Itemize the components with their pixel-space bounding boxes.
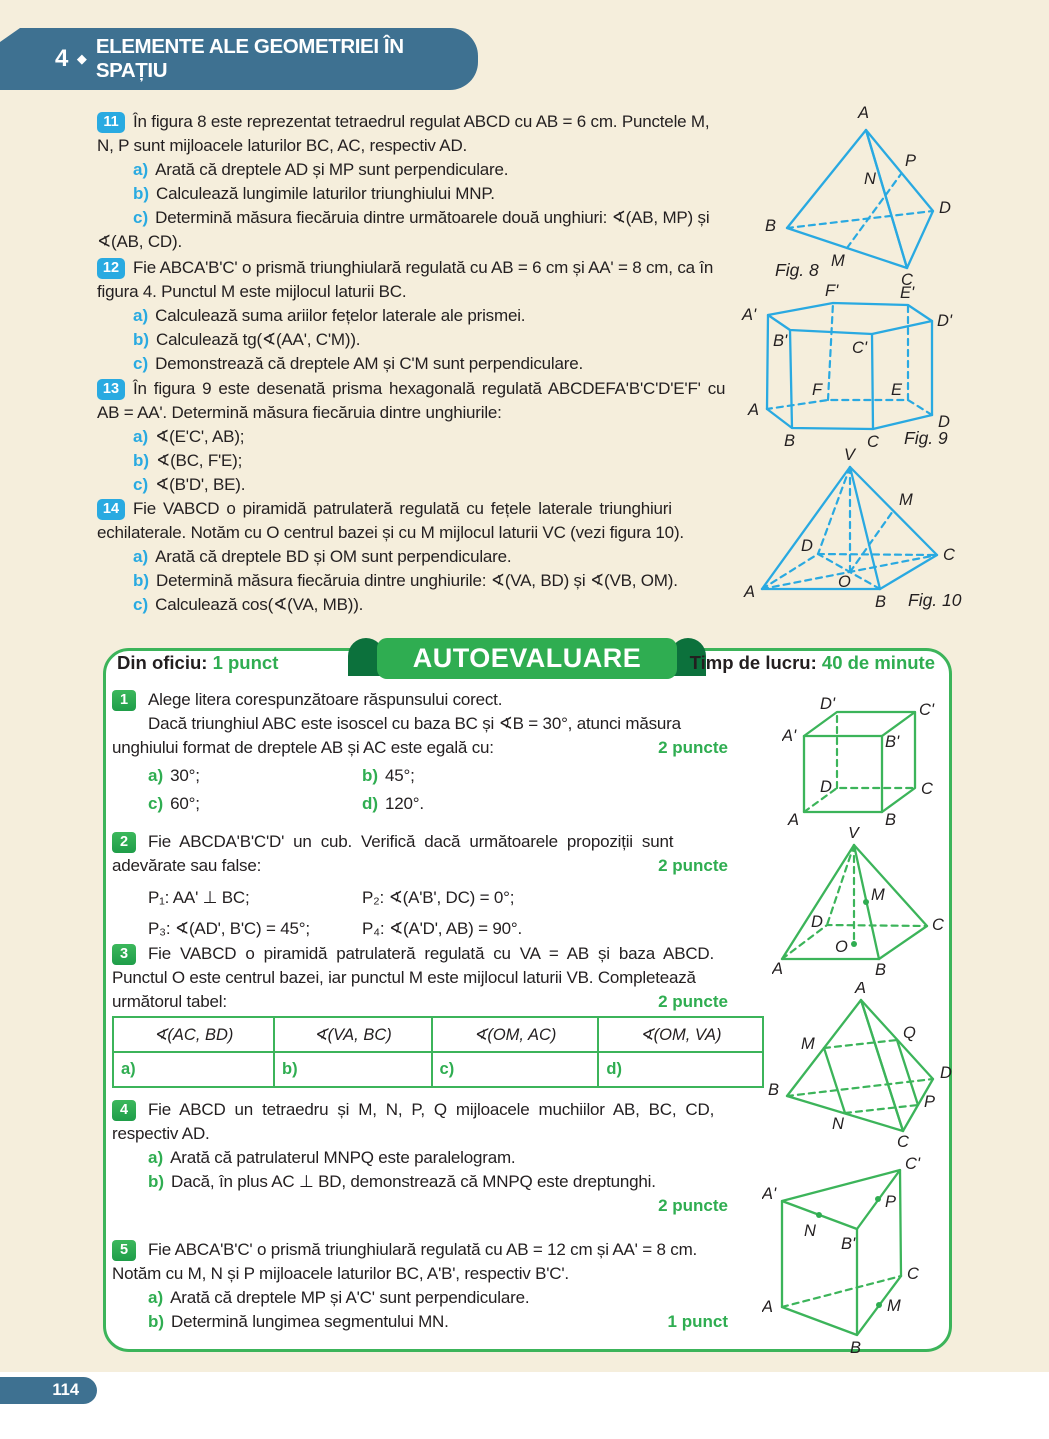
exercise-line: figura 4. Punctul M este mijlocul laturii BC. <box>97 282 407 301</box>
points-badge: 1 punct <box>667 1312 728 1331</box>
prop-text: ∢(A'D', AB) = 90°. <box>388 919 523 938</box>
sub-item-text: ∢(E'C', AB); <box>155 427 245 446</box>
exercise-number-badge: 13 <box>97 379 125 400</box>
exercise-line: Alege litera corespunzătoare răspunsului corect. <box>148 690 503 709</box>
exercise-number-badge: 14 <box>97 499 125 520</box>
vertex-label-C1: C' <box>919 701 935 719</box>
exercise-12 <box>97 256 747 380</box>
vertex-label-B: B <box>875 593 887 611</box>
vertex-label-A1: A' <box>762 1185 777 1203</box>
prop-text: ∢(A'B', DC) = 0°; <box>388 888 515 907</box>
autoevaluare-ribbon: AUTOEVALUARE <box>377 638 677 679</box>
exercise-13 <box>97 377 747 501</box>
sub-item-label: a) <box>148 1288 164 1307</box>
sub-item-label: c) <box>133 595 149 614</box>
vertex-label-P: P <box>924 1093 936 1111</box>
vertex-label-M: M <box>831 252 845 270</box>
option-text: 60°; <box>170 794 200 813</box>
table-header-row <box>113 1017 763 1052</box>
prop-label: P₄: <box>362 919 385 938</box>
page-number: 114 <box>0 1377 97 1404</box>
sub-item-label: b) <box>133 184 150 203</box>
vertex-label-A: A <box>762 1298 774 1316</box>
timp-label: Timp de lucru: <box>689 652 817 673</box>
vertex-label-F: F <box>812 381 823 399</box>
exercise-line: Fie VABCD o piramidă patrulateră regulată cu fețele laterale triunghiuri <box>133 499 672 518</box>
exercise-line: ∢(AB, CD). <box>97 232 182 251</box>
vertex-label-E: E <box>891 381 903 399</box>
exercise-line: adevărate sau false: <box>112 856 262 875</box>
exercise-line: Notăm cu M, N și P mijloacele laturilor BC, A'B', respectiv B'C'. <box>112 1264 569 1283</box>
ae-exercise-4 <box>112 1098 728 1216</box>
vertex-label-D: D <box>939 199 951 217</box>
table-header-cell: ∢(AC, BD) <box>113 1017 274 1052</box>
exercise-line: Dacă triunghiul ABC este isoscel cu baza BC și ∢B = 30°, atunci măsura <box>148 714 681 733</box>
sub-item-label: b) <box>133 451 150 470</box>
exercise-line: echilaterale. Notăm cu O centrul bazei și cu M mijlocul laturii VC (vezi figura 10). <box>97 523 684 542</box>
vertex-label-C1: C' <box>905 1155 921 1173</box>
sub-item-label: b) <box>148 1172 165 1191</box>
figure-caption: Fig. 9 <box>904 428 948 448</box>
ae-exercise-2 <box>112 830 728 946</box>
option-label: b) <box>362 766 379 785</box>
figure-triangular-prism <box>762 1152 962 1362</box>
sub-item-text: Arată că dreptele AD și MP sunt perpendiculare. <box>155 160 509 179</box>
vertex-label-B: B <box>885 811 897 829</box>
vertex-label-C: C <box>867 433 879 450</box>
sub-item-label: c) <box>133 208 149 227</box>
vertex-label-N: N <box>832 1115 844 1133</box>
figure-10-pyramid <box>740 447 1049 620</box>
exercise-line: respectiv AD. <box>112 1124 210 1143</box>
exercise-11 <box>97 110 747 258</box>
vertex-label-B: B <box>850 1339 862 1357</box>
exercise-number-badge: 11 <box>97 112 125 133</box>
din-oficiu-label: Din oficiu: <box>117 652 208 673</box>
prop-label: P₂: <box>362 888 385 907</box>
sub-item-text: Calculează cos(∢(VA, MB)). <box>155 595 364 614</box>
prop-label: P₃: <box>148 919 171 938</box>
sub-item-label: a) <box>133 160 149 179</box>
vertex-label-B: B <box>768 1081 780 1099</box>
vertex-label-M: M <box>801 1035 815 1053</box>
vertex-label-B: B <box>765 217 777 235</box>
vertex-label-D: D <box>820 778 832 796</box>
option-text: 45°; <box>385 766 415 785</box>
vertex-label-C: C <box>901 271 913 289</box>
header-corner-notch <box>0 28 20 42</box>
vertex-label-O: O <box>838 573 851 591</box>
exercise-line: În figura 8 este reprezentat tetraedrul regulat ABCD cu AB = 6 cm. Punctele M, <box>133 112 710 131</box>
vertex-label-A: A <box>772 960 784 978</box>
table-answer-cell: d) <box>598 1052 763 1087</box>
sub-item-label: a) <box>133 306 149 325</box>
vertex-label-D: D <box>811 913 823 931</box>
exercise-line: Fie VABCD o piramidă patrulateră regulată cu VA = AB și baza ABCD. <box>148 944 715 963</box>
exercise-line: următorul tabel: <box>112 992 227 1011</box>
option-text: 30°; <box>170 766 200 785</box>
vertex-label-B1: B' <box>773 332 788 350</box>
points-badge: 2 puncte <box>658 738 728 757</box>
angles-table <box>112 1016 764 1088</box>
vertex-label-P: P <box>885 1193 897 1211</box>
vertex-label-E1: E' <box>900 284 915 302</box>
chapter-number: 4 <box>55 45 68 72</box>
option-label: d) <box>362 794 379 813</box>
sub-item-text: Calculează suma ariilor fețelor laterale ale prismei. <box>155 306 526 325</box>
exercise-line: Punctul O este centrul bazei, iar punctul M este mijlocul laturii VB. Completează <box>112 968 696 987</box>
sub-item-text: Determină măsura fiecăruia dintre următoarele două unghiuri: ∢(AB, MP) și <box>155 208 710 227</box>
figure-pyramid <box>772 827 972 979</box>
vertex-label-C: C <box>932 916 944 934</box>
vertex-label-B1: B' <box>841 1235 856 1253</box>
figure-9-hexagonal-prism <box>740 282 1049 450</box>
exercise-line: Fie ABCD un tetraedru și M, N, P, Q mijloacele muchiilor AB, BC, CD, <box>148 1100 715 1119</box>
table-answer-cell: b) <box>274 1052 432 1087</box>
vertex-label-B1: B' <box>885 733 900 751</box>
timp-de-lucru <box>690 652 935 674</box>
ae-exercise-1 <box>112 688 728 820</box>
points-badge: 2 puncte <box>658 1196 728 1215</box>
vertex-label-Q: Q <box>903 1024 916 1042</box>
option-text: 120°. <box>385 794 424 813</box>
sub-item-text: Arată că patrulaterul MNPQ este paralelogram. <box>170 1148 516 1167</box>
table-answer-cell: a) <box>113 1052 274 1087</box>
vertex-label-A: A <box>855 982 867 997</box>
sub-item-label: b) <box>133 571 150 590</box>
exercise-number-badge: 4 <box>112 1100 136 1121</box>
sub-item-text: Arată că dreptele MP și A'C' sunt perpendiculare. <box>170 1288 530 1307</box>
vertex-label-M: M <box>887 1297 901 1315</box>
sub-item-text: Determină măsura fiecăruia dintre unghiurile: ∢(VA, BD) și ∢(VB, OM). <box>156 571 678 590</box>
vertex-label-A: A <box>858 104 870 122</box>
vertex-label-D: D <box>801 537 813 555</box>
vertex-label-A1: A' <box>782 727 797 745</box>
vertex-label-C: C <box>907 1265 919 1283</box>
table-header-cell: ∢(OM, VA) <box>598 1017 763 1052</box>
vertex-label-C: C <box>897 1133 909 1150</box>
exercise-line: Fie ABCDA'B'C'D' un cub. Verifică dacă următoarele propoziții sunt <box>148 832 674 851</box>
sub-item-label: b) <box>148 1312 165 1331</box>
vertex-label-M: M <box>871 886 885 904</box>
vertex-label-C1: C' <box>852 339 868 357</box>
figure-cube <box>782 684 982 829</box>
sub-item-text: Calculează lungimile laturilor triunghiului MNP. <box>156 184 495 203</box>
exercise-line: AB = AA'. Determină măsura fiecăruia dintre unghiurile: <box>97 403 502 422</box>
vertex-label-A1: A' <box>742 306 757 324</box>
sub-item-label: c) <box>133 475 149 494</box>
table-answer-row <box>113 1052 763 1087</box>
sub-item-text: ∢(BC, F'E); <box>156 451 243 470</box>
exercise-number-badge: 3 <box>112 944 136 965</box>
exercise-number-badge: 1 <box>112 690 136 711</box>
diamond-icon: ◆ <box>76 51 87 66</box>
sub-item-label: a) <box>133 547 149 566</box>
vertex-label-A: A <box>748 401 760 419</box>
option-label: c) <box>148 794 164 813</box>
sub-item-label: b) <box>133 330 150 349</box>
ae-exercise-3 <box>112 942 728 1018</box>
figure-caption: Fig. 8 <box>775 260 819 280</box>
figure-tetrahedron <box>768 982 968 1150</box>
vertex-label-B: B <box>784 432 796 450</box>
exercise-number-badge: 12 <box>97 258 125 279</box>
table-answer-cell: c) <box>432 1052 599 1087</box>
vertex-label-F1: F' <box>825 282 839 300</box>
din-oficiu <box>117 652 278 674</box>
prop-text: AA' ⊥ BC; <box>172 888 250 907</box>
vertex-label-A: A <box>744 583 756 601</box>
exercise-line: N, P sunt mijloacele laturilor BC, AC, respectiv AD. <box>97 136 468 155</box>
vertex-label-N: N <box>804 1222 816 1240</box>
option-label: a) <box>148 766 164 785</box>
sub-item-label: a) <box>148 1148 164 1167</box>
vertex-label-D1: D' <box>937 312 953 330</box>
exercise-line: Fie ABCA'B'C' o prismă triunghiulară regulată cu AB = 6 cm și AA' = 8 cm, ca în <box>133 258 714 277</box>
sub-item-text: Determină lungimea segmentului MN. <box>171 1312 449 1331</box>
sub-item-text: Dacă, în plus AC ⊥ BD, demonstrează că MNPQ este dreptunghi. <box>171 1172 656 1191</box>
points-badge: 2 puncte <box>658 992 728 1011</box>
vertex-label-M: M <box>899 491 913 509</box>
prop-label: P₁: <box>148 888 170 907</box>
exercise-line: unghiului format de dreptele AB și AC este egală cu: <box>112 738 494 757</box>
exercise-line: În figura 9 este desenată prisma hexagonală regulată ABCDEFA'B'C'D'E'F' cu <box>133 379 726 398</box>
vertex-label-A: A <box>788 811 800 829</box>
vertex-label-C: C <box>943 546 955 564</box>
chapter-title: ELEMENTE ALE GEOMETRIEI ÎN SPAȚIU <box>95 35 404 82</box>
din-oficiu-value: 1 punct <box>212 652 279 673</box>
vertex-label-N: N <box>864 170 876 188</box>
sub-item-label: c) <box>133 354 149 373</box>
timp-value: 40 de minute <box>821 652 935 673</box>
exercise-number-badge: 2 <box>112 832 136 853</box>
vertex-label-D: D <box>940 1064 952 1082</box>
chapter-header <box>0 28 478 90</box>
sub-item-text: Arată că dreptele BD și OM sunt perpendiculare. <box>155 547 512 566</box>
vertex-label-O: O <box>835 938 848 956</box>
sub-item-text: Demonstrează că dreptele AM și C'M sunt perpendiculare. <box>155 354 583 373</box>
table-header-cell: ∢(VA, BC) <box>274 1017 432 1052</box>
exercise-number-badge: 5 <box>112 1240 136 1261</box>
table-header-cell: ∢(OM, AC) <box>432 1017 599 1052</box>
prop-text: ∢(AD', B'C) = 45°; <box>174 919 310 938</box>
vertex-label-V: V <box>844 447 856 464</box>
vertex-label-D: D <box>938 413 950 431</box>
vertex-label-C: C <box>921 780 933 798</box>
exercise-14 <box>97 497 747 621</box>
sub-item-text: ∢(B'D', BE). <box>155 475 246 494</box>
vertex-label-V: V <box>848 827 860 842</box>
sub-item-label: a) <box>133 427 149 446</box>
vertex-label-B: B <box>875 961 887 979</box>
figure-caption: Fig. 10 <box>908 590 962 610</box>
vertex-label-P: P <box>905 152 917 170</box>
exercise-line: Fie ABCA'B'C' o prismă triunghiulară regulată cu AB = 12 cm și AA' = 8 cm. <box>148 1240 698 1259</box>
figure-8-tetrahedron <box>755 100 1049 290</box>
ae-exercise-5 <box>112 1238 728 1338</box>
points-badge: 2 puncte <box>658 856 728 875</box>
sub-item-text: Calculează tg(∢(AA', C'M)). <box>156 330 361 349</box>
vertex-label-D1: D' <box>820 695 836 713</box>
